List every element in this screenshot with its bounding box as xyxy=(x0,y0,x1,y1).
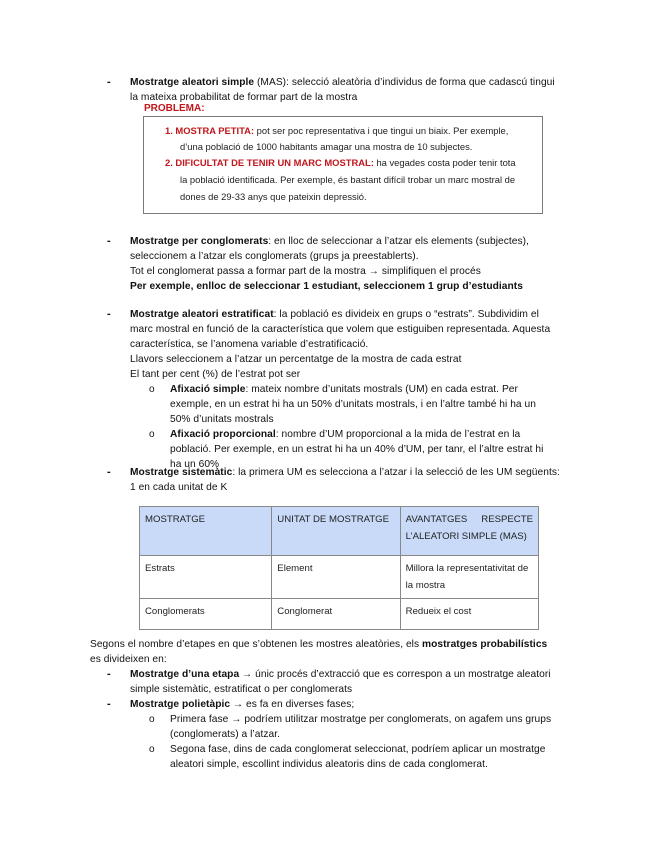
sub-bullet-circle: o xyxy=(149,384,155,395)
table-row xyxy=(140,599,539,630)
segona-fase-line-1: Segona fase, dins de cada conglomerat seleccionat, podríem aplicar un mostratge xyxy=(170,744,546,755)
table-cell: Conglomerats xyxy=(140,599,272,630)
bullet-dash: - xyxy=(107,235,111,247)
mostratge-table xyxy=(139,506,539,630)
afixacio-proporcional-line-1 xyxy=(170,427,520,442)
afixacio-proporcional-line-3: ha un 60% xyxy=(170,459,220,470)
afixacio-simple-text: : mateix nombre d’unitats mostrals (UM) en cada estrat. Per xyxy=(245,384,518,395)
problema-item-2-head: 2. DIFICULTAT DE TENIR UN MARC MOSTRAL: xyxy=(165,157,374,168)
sub-bullet-circle: o xyxy=(149,714,155,725)
problema-item-2-line-1 xyxy=(165,156,516,170)
afixacio-proporcional-line-2: població. Per exemple, en un estrat hi ha un 40% d’UM, per tanr, el l’altre estrat hi xyxy=(170,444,544,455)
table-cell: Conglomerat xyxy=(272,599,400,630)
table-header-cell: UNITAT DE MOSTRATGE xyxy=(272,507,400,556)
problema-item-1-line-1 xyxy=(165,124,508,138)
mas-line-1 xyxy=(130,75,555,90)
conglomerats-line-3: Tot el conglomerat passa a formar part de la mostra → simplifiquen el procés xyxy=(130,266,481,277)
estratificat-line-1-text: : la població es divideix en grups o “estrats”. Subdividim el xyxy=(273,309,539,320)
table-header-cell: MOSTRATGE xyxy=(140,507,272,556)
conglomerats-line-1 xyxy=(130,234,529,249)
afixacio-simple-line-1 xyxy=(170,382,518,397)
afixacio-simple-line-2: exemple, en un estrat hi ha un 50% d’unitats mostrals, i en l’altre també hi ha un xyxy=(170,399,536,410)
bullet-dash: - xyxy=(107,308,111,320)
mas-term: Mostratge aleatori simple xyxy=(130,77,255,88)
estratificat-line-4: Llavors seleccionem a l’atzar un percentatge de la mostra de cada estrat xyxy=(130,354,462,365)
bullet-dash: - xyxy=(107,466,111,478)
mostratges-probabilistics: mostratges probabilístics xyxy=(422,639,548,650)
sistematic-line-1 xyxy=(130,465,560,480)
problema-title: PROBLEMA: xyxy=(144,103,205,114)
conglomerats-line-2: seleccionem a l’atzar els conglomerats (grups ja preestablerts). xyxy=(130,251,419,262)
estratificat-line-5: El tant per cent (%) de l’estrat pot ser xyxy=(130,369,301,380)
bullet-dash: - xyxy=(107,668,111,680)
problema-item-1-line-2: d’una població de 1000 habitants amagar una mostra de 10 subjectes. xyxy=(180,141,473,152)
table-cell: Element xyxy=(272,556,400,599)
una-etapa-line-2: simple sistemàtic, estratificat o per conglomerats xyxy=(130,684,353,695)
problema-item-2-text: ha vegades costa poder tenir tota xyxy=(373,157,516,168)
closing-line-2: es divideixen en: xyxy=(90,654,167,665)
afixacio-proporcional-term: Afixació proporcional xyxy=(170,429,276,440)
una-etapa-line-1 xyxy=(130,667,551,682)
sub-bullet-circle: o xyxy=(149,429,155,440)
una-etapa-text: → únic procés d’extracció que es correspon a un mostratge aleatori xyxy=(239,669,551,680)
table-cell: Estrats xyxy=(140,556,272,599)
table-row xyxy=(140,556,539,599)
polietapic-line-1 xyxy=(130,697,354,712)
primera-fase-line-2: (conglomerats) a l’atzar. xyxy=(170,729,280,740)
sistematic-term: Mostratge sistemàtic xyxy=(130,467,233,478)
table-cell: Redueix el cost xyxy=(400,599,538,630)
afixacio-simple-line-3: 50% d’unitats mostrals xyxy=(170,414,274,425)
bullet-dash: - xyxy=(107,76,111,88)
bullet-dash: - xyxy=(107,698,111,710)
problema-item-1-head: 1. MOSTRA PETITA: xyxy=(165,125,255,136)
segona-fase-line-2: aleatori simple, escollint individus aleatoris dins de cada conglomerat. xyxy=(170,759,488,770)
polietapic-text: → es fa en diverses fases; xyxy=(230,699,355,710)
una-etapa-term: Mostratge d’una etapa xyxy=(130,669,240,680)
sub-bullet-circle: o xyxy=(149,744,155,755)
polietapic-term: Mostratge polietàpic xyxy=(130,699,231,710)
closing-line-1-text: Segons el nombre d’etapes en que s’obtenen les mostres aleatòries, els xyxy=(90,639,423,650)
estratificat-line-2: marc mostral en funció de la característica que volem que estiguiben representada. Aquesta xyxy=(130,324,551,335)
primera-fase-line-1: Primera fase → podríem utilitzar mostratge per conglomerats, on agafem uns grups xyxy=(170,714,552,725)
sistematic-line-1-text: : la primera UM es selecciona a l’atzar i la selecció de les UM següents: xyxy=(232,467,560,478)
closing-line-1 xyxy=(90,637,547,652)
table-header-row xyxy=(140,507,539,556)
estratificat-line-3: característica, se l’anomena variable d’estratificació. xyxy=(130,339,369,350)
problema-item-2-line-2: la població identificada. Per exemple, és bastant difícil trobar un marc mostral de xyxy=(180,174,516,185)
mas-line-2: la mateixa probabilitat de formar part de la mostra xyxy=(130,92,358,103)
estratificat-term: Mostratge aleatori estratificat xyxy=(130,309,274,320)
conglomerats-line-1-text: : en lloc de seleccionar a l’atzar els elements (subjectes), xyxy=(268,236,529,247)
sistematic-line-2: 1 en cada unitat de K xyxy=(130,482,228,493)
problema-item-2-line-3: dones de 29-33 anys que pateixin depressió. xyxy=(180,191,367,202)
conglomerats-example: Per exemple, enlloc de seleccionar 1 estudiant, seleccionem 1 grup d’estudiants xyxy=(130,281,523,292)
estratificat-line-1 xyxy=(130,307,539,322)
afixacio-proporcional-text: : nombre d’UM proporcional a la mida de l’estrat en la xyxy=(275,429,521,440)
table-header-cell: AVANTATGES RESPECTE L’ALEATORI SIMPLE (MAS) xyxy=(400,507,538,556)
table-cell: Millora la representativitat de la mostra xyxy=(400,556,538,599)
mas-line-1-text: (MAS): selecció aleatòria d’individus de forma que cadascú tingui xyxy=(254,77,555,88)
problema-item-1-text: pot ser poc representativa i que tingui un biaix. Per exemple, xyxy=(254,125,509,136)
conglomerats-term: Mostratge per conglomerats xyxy=(130,236,269,247)
afixacio-simple-term: Afixació simple xyxy=(170,384,246,395)
